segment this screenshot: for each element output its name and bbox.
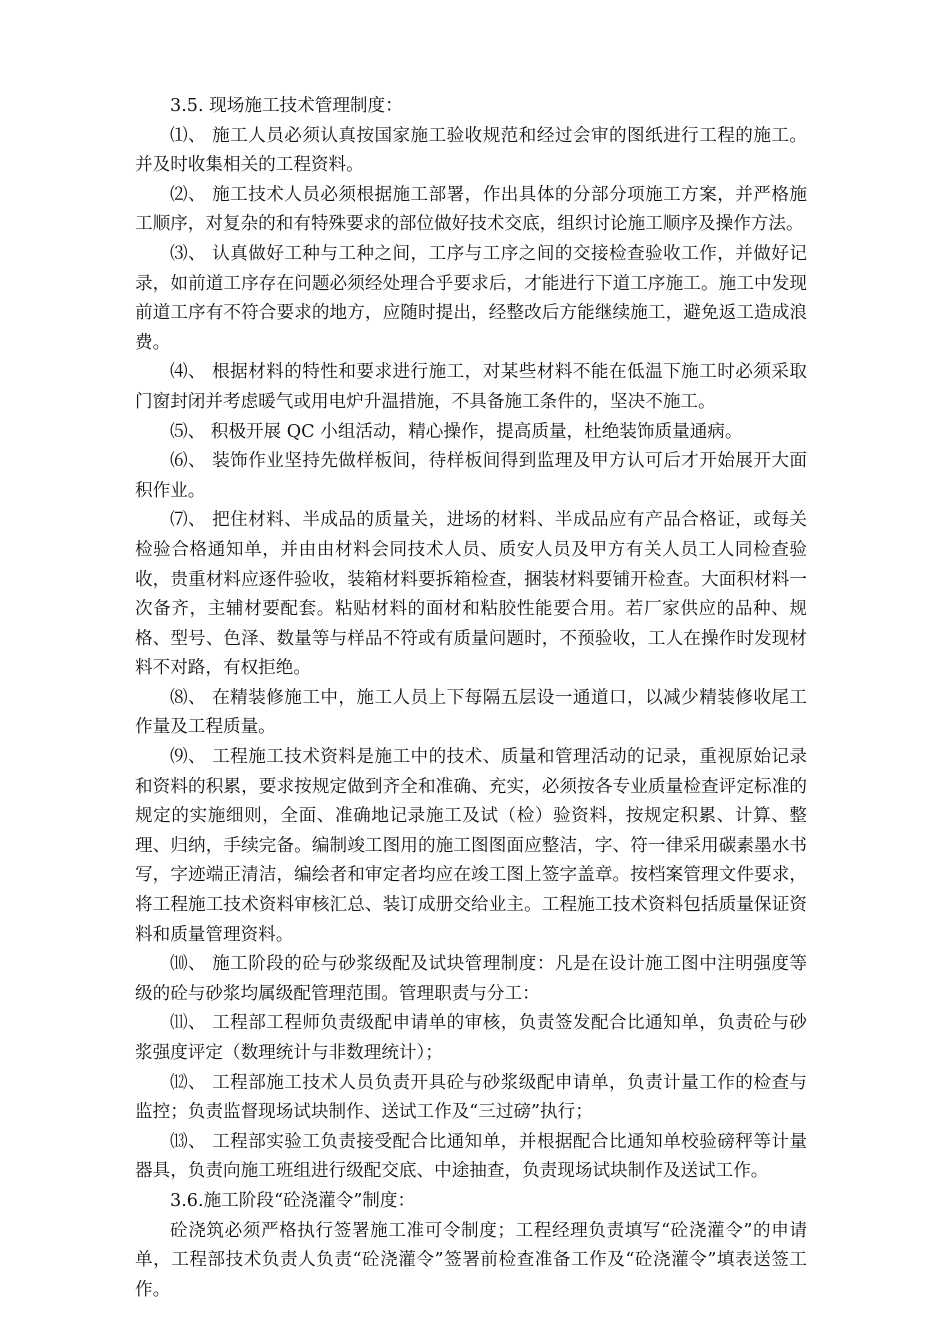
section-3-5-item-6: ⑹、 装饰作业坚持先做样板间，待样板间得到监理及甲方认可后才开始展开大面积作业。 [135,451,807,501]
section-3-5-item-2: ⑵、 施工技术人员必须根据施工部署，作出具体的分部分项施工方案，并严格施工顺序，对复杂的和有特殊要求的部位做好技术交底，组织讨论施工顺序及操作方法。 [135,184,807,235]
section-3-5-item-5: ⑸、 积极开展 QC 小组活动，精心操作，提高质量，杜绝装饰质量通病。 [170,421,743,442]
section-3-5-item-13: ⒀、 工程部实验工负责接受配合比通知单，并根据配合比通知单校验磅秤等计量器具，负责向施工班组进行级配交底、中途抽查，负责现场试块制作及送试工作。 [135,1131,807,1182]
section-3-5-item-10: ⑽、 施工阶段的砼与砂浆级配及试块管理制度：凡是在设计施工图中注明强度等级的砼与砂浆均属级配管理范围。管理职责与分工： [135,954,807,1004]
section-3-5-item-8: ⑻、 在精装修施工中，施工人员上下每隔五层设一通道口，以减少精装修收尾工作量及工程质量。 [135,687,807,738]
section-3-5-item-9: ⑼、 工程施工技术资料是施工中的技术、质量和管理活动的记录，重视原始记录和资料的积累，要求按规定做到齐全和准确、充实，必须按各专业质量检查评定标准的规定的实施细则，全面、准确地记录施工及试（检）验资料，按规定积累、计算、整理、归纳，手续完备。编制竣工图用的施工图图面应整洁，字、符一律采用碳素墨水书写，字迹端正清洁，编绘者和审定者均应在竣工图上签字盖章。按档案管理文件要求，将工程施工技术资料审核汇总、装订成册交给业主。工程施工技术资料包括质量保证资料和质量管理资料。 [135,747,807,945]
section-3-6-body: 砼浇筑必须严格执行签署施工准可令制度；工程经理负责填写“砼浇灌令”的申请单，工程部技术负责人负责“砼浇灌令”签署前检查准备工作及“砼浇灌令”填表送签工作。 [135,1220,807,1300]
section-3-5-item-1: ⑴、 施工人员必须认真按国家施工验收规范和经过会审的图纸进行工程的施工。并及时收集相关的工程资料。 [135,125,807,176]
section-3-5-heading: 3.5. 现场施工技术管理制度： [170,96,403,116]
section-3-5-item-4: ⑷、 根据材料的特性和要求进行施工，对某些材料不能在低温下施工时必须采取门窗封闭并考虑暖气或用电炉升温措施，不具备施工条件的，坚决不施工。 [135,362,807,412]
document-body [135,92,807,1305]
section-3-6-heading: 3.6.施工阶段“砼浇灌令”制度： [170,1190,416,1211]
section-3-5-item-12: ⑿、 工程部施工技术人员负责开具砼与砂浆级配申请单，负责计量工作的检查与监控；负责监督现场试块制作、送试工作及“三过磅”执行； [135,1072,807,1123]
section-3-5-item-3: ⑶、 认真做好工种与工种之间，工序与工序之间的交接检查验收工作，并做好记录，如前道工序存在问题必须经处理合乎要求后，才能进行下道工序施工。施工中发现前道工序有不符合要求的地方，应随时提出，经整改后方能继续施工，避免返工造成浪费。 [135,243,807,353]
section-3-5-item-11: ⑾、 工程部工程师负责级配申请单的审核，负责签发配合比通知单，负责砼与砂浆强度评定（数理统计与非数理统计）； [135,1013,807,1063]
section-3-5-item-7: ⑺、 把住材料、半成品的质量关，进场的材料、半成品应有产品合格证，或每关检验合格通知单，并由由材料会同技术人员、质安人员及甲方有关人员工人同检查验收，贵重材料应逐件验收，装箱材料要拆箱检查，捆装材料要铺开检查。大面积材料一次备齐，主辅材要配套。粘贴材料的面材和粘胶性能要合用。若厂家供应的品种、规格、型号、色泽、数量等与样品不符或有质量问题时，不预验收，工人在操作时发现材料不对路，有权拒绝。 [135,510,807,679]
